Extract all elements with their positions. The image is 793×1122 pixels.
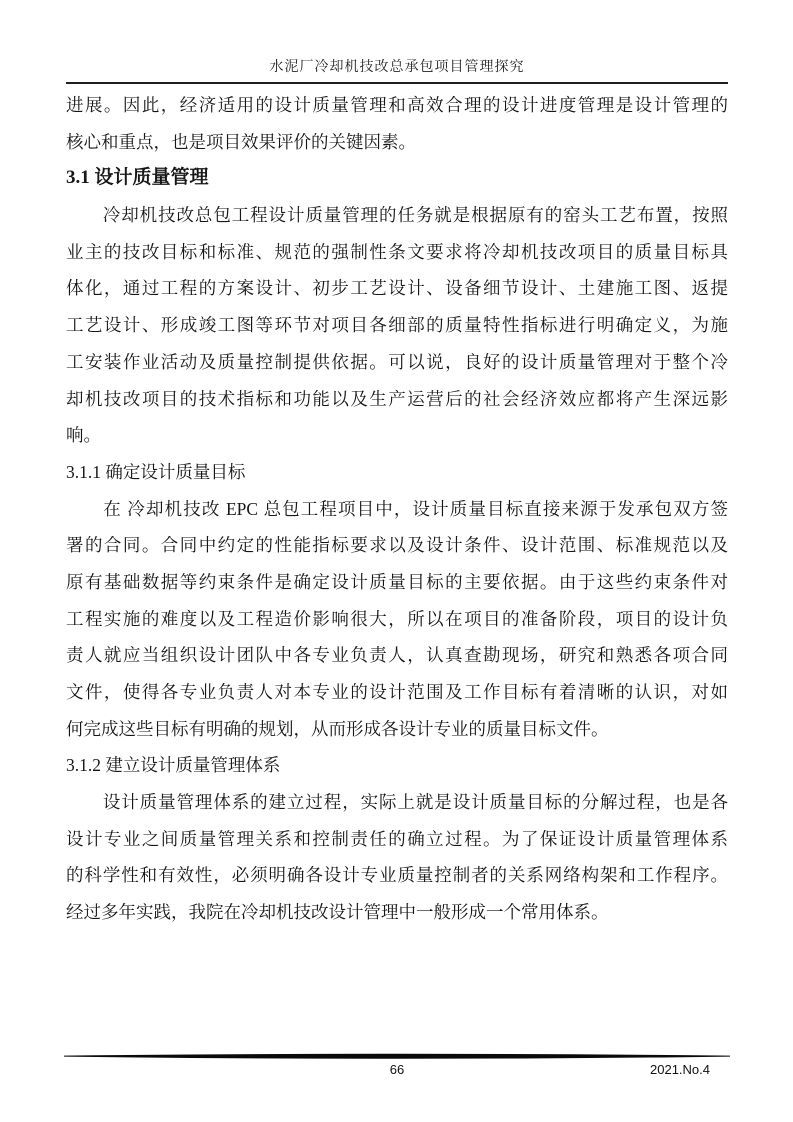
subsection-heading-3-1-2: 3.1.2 建立设计质量管理体系 xyxy=(66,755,281,776)
body-line: 工艺设计、形成竣工图等环节对项目各细部的质量特性指标进行明确定义，为施 xyxy=(66,315,728,336)
body-line: 业主的技改目标和标准、规范的强制性条文要求将冷却机技改项目的质量目标具 xyxy=(66,241,728,262)
body-line: 署的合同。合同中约定的性能指标要求以及设计条件、设计范围、标准规范以及 xyxy=(66,535,728,556)
body-line: 却机技改项目的技术指标和功能以及生产运营后的社会经济效应都将产生深远影 xyxy=(66,388,728,409)
body-line: 责人就应当组织设计团队中各专业负责人，认真查勘现场，研究和熟悉各项合同 xyxy=(66,645,728,666)
body-line: 响。 xyxy=(66,425,101,446)
issue-number: 2021.No.4 xyxy=(650,1062,710,1077)
body-line: 进展。因此，经济适用的设计质量管理和高效合理的设计进度管理是设计管理的 xyxy=(66,95,728,115)
body-line: 经过多年实践，我院在冷却机技改设计管理中一般形成一个常用体系。 xyxy=(66,902,609,923)
page-number: 66 xyxy=(389,1062,405,1077)
header-rule xyxy=(66,82,728,84)
body-line: 工安装作业活动及质量控制提供依据。可以说，良好的设计质量管理对于整个冷 xyxy=(66,351,728,372)
body-line: 文件，使得各专业负责人对本专业的设计范围及工作目标有着清晰的认识，对如 xyxy=(66,682,728,702)
body-line: 的科学性和有效性，必须明确各设计专业质量控制者的关系网络构架和工作程序。 xyxy=(66,865,728,886)
page-body xyxy=(66,87,728,931)
running-header-title: 水泥厂冷却机技改总承包项目管理探究 xyxy=(269,60,525,75)
body-line: 设计专业之间质量管理关系和控制责任的确立过程。为了保证设计质量管理体系 xyxy=(66,828,728,849)
body-line: 原有基础数据等约束条件是确定设计质量目标的主要依据。由于这些约束条件对 xyxy=(66,571,728,592)
body-line: 体化，通过工程的方案设计、初步工艺设计、设备细节设计、土建施工图、返提 xyxy=(66,278,728,299)
body-line: 工程实施的难度以及工程造价影响很大，所以在项目的准备阶段，项目的设计负 xyxy=(66,608,728,629)
body-line: 在 冷却机技改 EPC 总包工程项目中，设计质量目标直接来源于发承包双方签 xyxy=(66,498,728,519)
subsection-heading-3-1-1: 3.1.1 确定设计质量目标 xyxy=(66,461,246,482)
body-line: 设计质量管理体系的建立过程，实际上就是设计质量目标的分解过程，也是各 xyxy=(66,792,728,813)
section-heading-3-1: 3.1 设计质量管理 xyxy=(66,167,209,189)
footer-rule xyxy=(64,1052,730,1061)
body-line: 何完成这些目标有明确的规划，从而形成各设计专业的质量目标文件。 xyxy=(66,718,609,739)
body-line: 核心和重点，也是项目效果评价的关键因素。 xyxy=(66,131,416,152)
body-line: 冷却机技改总包工程设计质量管理的任务就是根据原有的窑头工艺布置，按照 xyxy=(66,205,728,226)
